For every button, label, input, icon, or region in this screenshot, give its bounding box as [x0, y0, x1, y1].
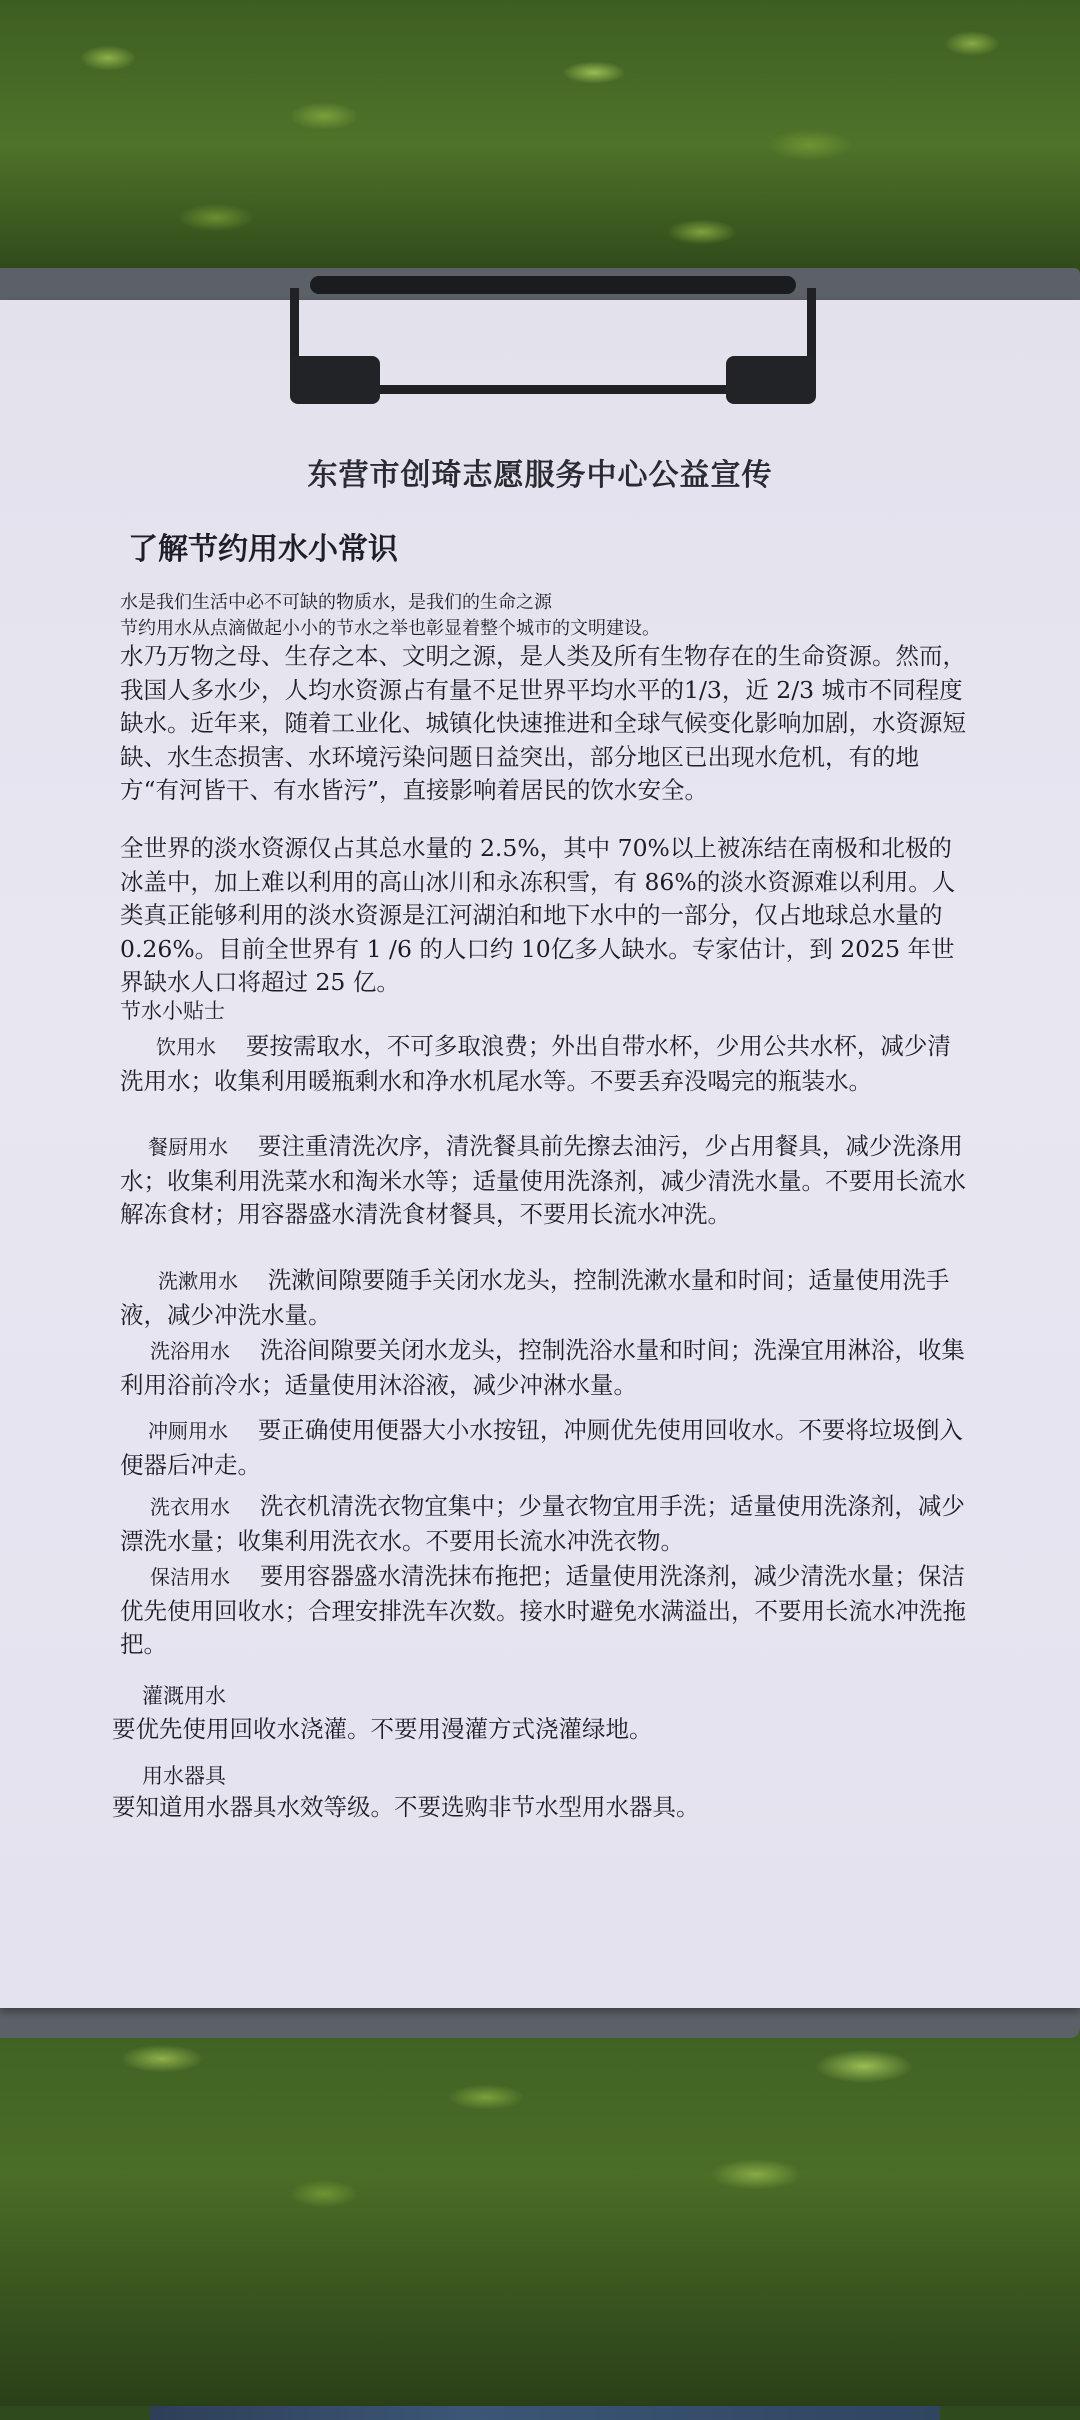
tip-text: 要注重清洗次序，清洗餐具前先擦去油污，少占用餐具，减少洗涤用水；收集利用洗菜水和淘米水等；适量使用洗涤剂，减少清洗水量。不要用长流水解冻食材；用容器盛水清洗食材餐具，不要用长流水冲洗。 — [120, 1132, 966, 1228]
tips-heading: 节水小贴士 — [120, 999, 225, 1023]
tip-cleaning-water — [120, 1560, 970, 1662]
tip-label: 洗浴用水 — [150, 1339, 230, 1363]
appliance-text: 要知道用水器具水效等级。不要选购非节水型用水器具。 — [112, 1793, 700, 1821]
tip-text: 洗漱间隙要随手关闭水龙头，控制洗漱水量和时间；适量使用洗手液，减少冲洗水量。 — [120, 1266, 950, 1329]
tip-kitchen-water — [120, 1130, 970, 1232]
tip-washing-water — [120, 1264, 970, 1332]
clip-foot-left — [290, 356, 380, 404]
intro-line: 节约用水从点滴做起小小的节水之举也彰显着整个城市的文明建设。 — [120, 618, 660, 639]
tip-label: 饮用水 — [156, 1035, 216, 1059]
tip-text: 要按需取水，不可多取浪费；外出自带水杯，少用公共水杯，减少清洗用水；收集利用暖瓶剩水和净水机尾水等。不要丢弃没喝完的瓶装水。 — [120, 1032, 951, 1095]
tip-label: 洗漱用水 — [158, 1269, 238, 1293]
intro-text — [120, 590, 970, 642]
clipboard-clip — [290, 276, 816, 414]
tip-text: 洗衣机清洗衣物宜集中；少量衣物宜用手洗；适量使用洗涤剂，减少漂洗水量；收集利用洗衣水。不要用长流水冲洗衣物。 — [120, 1492, 965, 1555]
foliage-background-top — [0, 0, 1080, 290]
intro-line: 水是我们生活中必不可缺的物质水，是我们的生命之源 — [120, 592, 552, 613]
tip-laundry-water — [120, 1490, 970, 1558]
tip-toilet-water — [120, 1414, 970, 1482]
irrigation-text: 要优先使用回收水浇灌。不要用漫灌方式浇灌绿地。 — [112, 1715, 653, 1743]
tip-bathing-water — [120, 1334, 970, 1402]
main-title: 了解节约用水小常识 — [128, 532, 398, 567]
tip-label: 冲厕用水 — [148, 1419, 228, 1443]
tip-label: 洗衣用水 — [150, 1495, 230, 1519]
clip-bar — [310, 276, 796, 294]
irrigation-label: 灌溉用水 — [142, 1684, 226, 1708]
paragraph-1: 水乃万物之母、生存之本、文明之源，是人类及所有生物存在的生命资源。然而，我国人多水少，人均水资源占有量不足世界平均水平的1/3，近 2/3 城市不同程度缺水。近年来，随着工业化、城镇化快速推进和全球气候变化影响加剧，水资源短缺、水生态损害、水环境污染问题日益突出，部分地区已出现水危机，有的地方“有河皆干、有水皆污”，直接影响着居民的饮水安全。 — [120, 642, 966, 804]
tip-text: 洗浴间隙要关闭水龙头，控制洗浴水量和时间；洗澡宜用淋浴，收集利用浴前冷水；适量使用沐浴液，减少冲淋水量。 — [120, 1336, 965, 1399]
organization-title: 东营市创琦志愿服务中心公益宣传 — [307, 458, 773, 493]
tip-text: 要正确使用便器大小水按钮，冲厕优先使用回收水。不要将垃圾倒入便器后冲走。 — [120, 1416, 963, 1479]
tip-drinking-water — [120, 1030, 970, 1098]
clip-foot-right — [726, 356, 816, 404]
tip-text: 要用容器盛水清洗抹布拖把；适量使用洗涤剂，减少清洗水量；保洁优先使用回收水；合理安排洗车次数。接水时避免水满溢出，不要用长流水冲洗拖把。 — [120, 1562, 966, 1658]
tip-label: 餐厨用水 — [148, 1135, 228, 1159]
paragraph-2: 全世界的淡水资源仅占其总水量的 2.5%，其中 70%以上被冻结在南极和北极的冰盖中，加上难以利用的高山冰川和永冻积雪，有 86%的淡水资源难以利用。人类真正能够利用的淡水资源是江河湖泊和地下水中的一部分，仅占地球总水量的 0.26%。目前全世界有 1 /6 的人口约 10亿多人缺水。专家估计，到 2025 年世界缺水人口将超过 25 亿。 — [120, 834, 956, 996]
tip-label: 保洁用水 — [150, 1565, 230, 1589]
foliage-background-bottom — [0, 2020, 1080, 2406]
appliance-label: 用水器具 — [142, 1764, 226, 1788]
